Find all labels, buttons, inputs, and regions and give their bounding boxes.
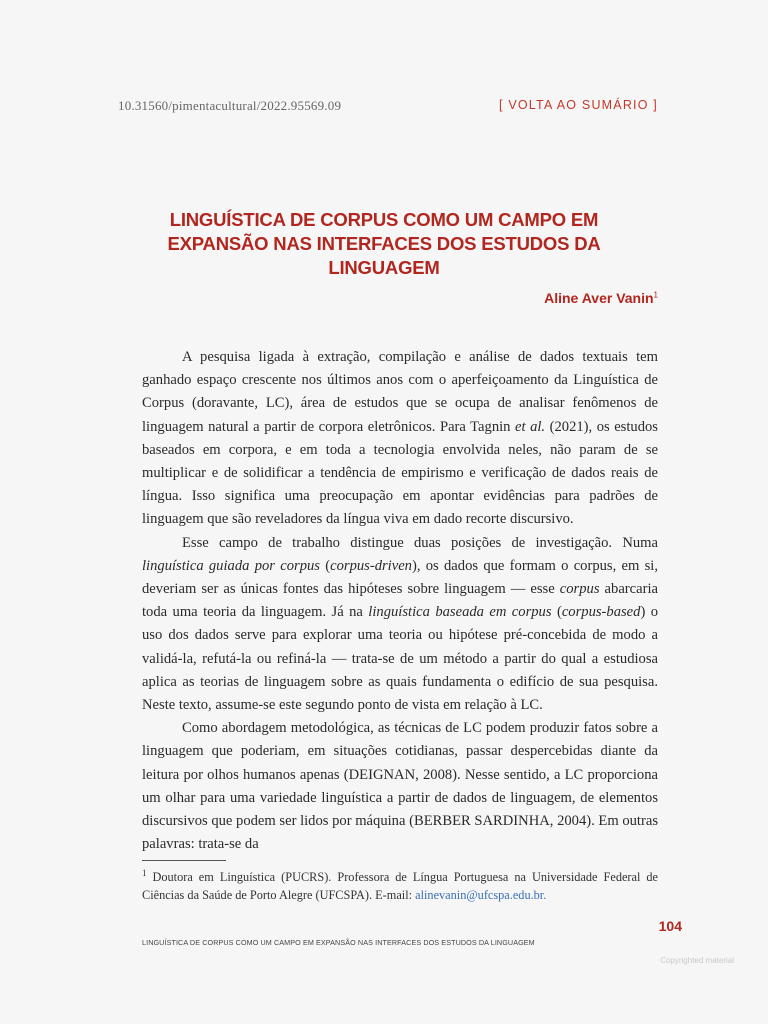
paragraph-2-text-c: ( [319,557,331,574]
paragraph-2-text-e: ), os dados que formam o corpus, em si, deveriam ser as únicas fontes das hipóteses sobre linguagem — esse [142,557,658,598]
paragraph-2-text-a: Esse campo de trabalho distingue duas posições de investigação. Numa [182,534,658,551]
paragraph-1-text-c: (2021), os estudos baseados em corpora, e em toda a tecnologia envolvida neles, não param de se multiplicar e de solidificar a tendência de empirismo e verificação de dados reais de língua. Isso significa uma preocupação em apontar evidências para padrões de linguagem que são reveladores da língua viva em dado recorte discursivo. [142,418,658,528]
author-footnote-mark[interactable]: 1 [653,290,658,300]
paragraph-2-text-g: abarcaria toda uma teoria da linguagem. Já na [142,581,658,621]
footnote-mark: 1 [142,868,147,878]
paragraph-2 [142,532,658,718]
copyright-watermark: Copyrighted material [660,956,734,965]
paragraph-2-italic-b: linguística guiada por corpus [142,557,320,574]
footnote-text: Doutora em Linguística (PUCRS). Professora de Língua Portuguesa na Universidade Federal de Ciências da Saúde de Porto Alegre (UFCSPA). E-mail: [142,870,658,903]
author-name [544,290,658,306]
doi-text: 10.31560/pimentacultural/2022.95569.09 [118,98,342,113]
paragraph-2-italic-f: corpus [559,581,600,598]
article-title-line-2: EXPANSÃO NAS INTERFACES DOS ESTUDOS DA LINGUAGEM [167,233,601,278]
paragraph-1-text-a: A pesquisa ligada à extração, compilação e análise de dados textuais tem ganhado espaço crescente nos últimos anos com o aperfeiçoamento da Linguística de Corpus (doravante, LC), área de estudos que se ocupa de analisar fenômenos de linguagem natural a partir de corpora eletrônicos. Para Tagnin [142,349,658,435]
paragraph-2-italic-h: linguística baseada em corpus [368,604,552,621]
paragraph-2-italic-d: corpus-driven [330,557,412,574]
paragraph-1 [142,346,658,532]
article-body [142,346,658,856]
paragraph-2-text-i: ( [551,604,562,621]
paragraph-2-italic-j: corpus-based [561,604,641,621]
author-name-text: Aline Aver Vanin [544,290,654,306]
paragraph-1-italic-et-al: et al. [515,418,546,435]
footnote-divider [142,860,226,861]
back-to-contents-link[interactable]: [ VOLTA AO SUMÁRIO ] [499,98,658,112]
paragraph-2-text-k: ) o uso dos dados serve para explorar uma teoria ou hipótese pré-concebida de modo a validá-la, refutá-la ou refiná-la — trata-se de um método a partir do qual a estudiosa aplica as teorias de linguagem sobre as quais fundamenta o edifício de sua pesquisa. Neste texto, assume-se este segundo ponto de vista em relação à LC. [142,604,659,714]
footnote-email-link[interactable]: alinevanin@ufcspa.edu.br. [415,888,547,903]
article-title [110,208,658,280]
running-footer-title: LINGUÍSTICA DE CORPUS COMO UM CAMPO EM EXPANSÃO NAS INTERFACES DOS ESTUDOS DA LINGUAGEM [142,938,535,947]
paragraph-3: Como abordagem metodológica, as técnicas de LC podem produzir fatos sobre a linguagem que poderiam, em situações cotidianas, passar despercebidas diante da leitura por olhos humanos apenas (DEIGNAN, 2008). Nesse sentido, a LC proporciona um olhar para uma variedade linguística a partir de dados de linguagem, de elementos discursivos que podem ser lidos por máquina (BERBER SARDINHA, 2004). Em outras palavras: trata-se da [142,720,659,853]
footnote [142,864,658,904]
page-number: 104 [658,918,682,934]
article-title-line-1: LINGUÍSTICA DE CORPUS COMO UM CAMPO EM [169,209,599,230]
